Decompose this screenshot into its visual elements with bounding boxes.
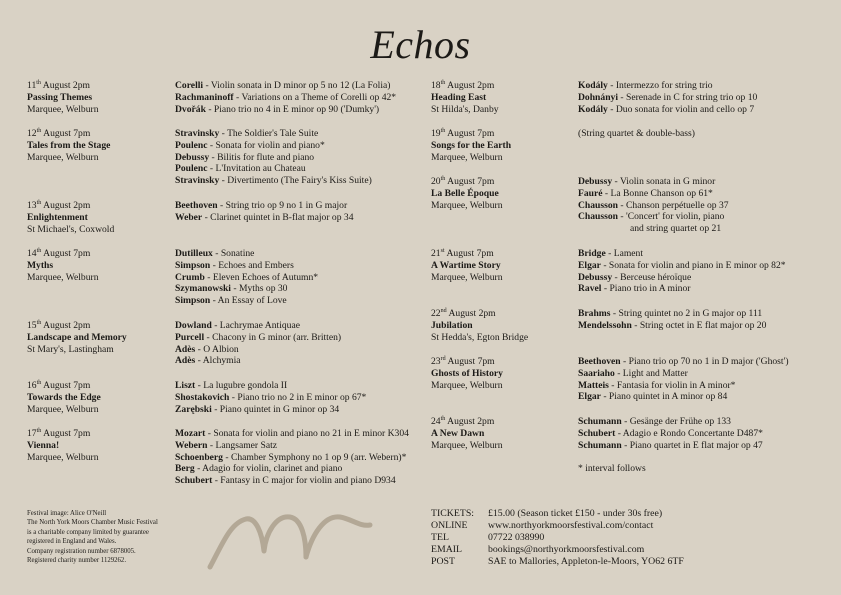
- contact-row-tel: [431, 532, 684, 544]
- event-venue: Marquee, Welburn: [27, 451, 99, 463]
- event-date: 16th August 7pm: [27, 380, 91, 391]
- works-list-1: [175, 128, 372, 187]
- work-item: Debussy - Berceuse héroïque: [578, 271, 692, 283]
- event-2: [27, 200, 114, 235]
- work-item: Debussy - Violin sonata in G minor: [578, 176, 716, 187]
- event-date: 13th August 2pm: [27, 200, 91, 211]
- event-10: [431, 248, 503, 283]
- works-list-12: [578, 356, 789, 403]
- work-item: Poulenc - Sonata for violin and piano*: [175, 139, 325, 151]
- work-item: Schoenberg - Chamber Symphony no 1 op 9 (arr. Webern)*: [175, 451, 407, 463]
- works-list-13: [578, 416, 763, 475]
- event-name: Heading East: [431, 91, 487, 103]
- work-item: Rachmaninoff - Variations on a Theme of Corelli op 42*: [175, 91, 397, 103]
- work-item: Simpson - An Essay of Love: [175, 295, 287, 307]
- event-name: A Wartime Story: [431, 259, 501, 271]
- event-venue: Marquee, Welburn: [431, 151, 503, 163]
- contact-value: £15.00 (Season ticket £150 - under 30s free): [488, 508, 663, 519]
- work-item: Adès - Alchymia: [175, 355, 241, 367]
- work-item: Debussy - Bilitis for flute and piano: [175, 151, 315, 163]
- works-list-7: [578, 80, 757, 115]
- work-item: Adès - O Albion: [175, 343, 239, 355]
- work-item: Brahms - String quintet no 2 in G major op 111: [578, 308, 763, 319]
- work-item: Matteis - Fantasia for violin in A minor*: [578, 379, 736, 391]
- event-5: [27, 380, 101, 415]
- event-date: 24th August 2pm: [431, 416, 495, 427]
- event-date: 23rd August 7pm: [431, 356, 495, 367]
- event-date: 11th August 2pm: [27, 80, 90, 91]
- work-item: Weber - Clarinet quintet in B-flat major op 34: [175, 211, 354, 223]
- work-item: Mozart - Sonata for violin and piano no 21 in E minor K304: [175, 428, 409, 439]
- work-item: Poulenc - L'Invitation au Chateau: [175, 163, 306, 175]
- work-item: (String quartet & double-bass): [578, 128, 695, 139]
- event-date: 17th August 7pm: [27, 428, 91, 439]
- work-item: Beethoven - String trio op 9 no 1 in G major: [175, 200, 348, 211]
- work-item: Simpson - Echoes and Embers: [175, 259, 294, 271]
- work-item: Beethoven - Piano trio op 70 no 1 in D major ('Ghost'): [578, 356, 789, 367]
- event-12: [431, 356, 503, 391]
- contact-row-email: [431, 544, 684, 556]
- event-venue: Marquee, Welburn: [431, 439, 503, 451]
- works-list-5: [175, 380, 366, 415]
- work-item: Dowland - Lachrymae Antiquae: [175, 320, 300, 331]
- event-4: [27, 320, 127, 355]
- event-venue: Marquee, Welburn: [27, 403, 99, 415]
- works-list-11: [578, 308, 766, 332]
- event-name: Songs for the Earth: [431, 139, 512, 151]
- event-venue: Marquee, Welburn: [27, 103, 99, 115]
- event-name: Landscape and Memory: [27, 331, 127, 343]
- event-venue: Marquee, Welburn: [431, 271, 503, 283]
- work-item: Schubert - Adagio e Rondo Concertante D487*: [578, 427, 763, 439]
- event-1: [27, 128, 110, 163]
- work-item: Purcell - Chacony in G minor (arr. Britten): [175, 331, 342, 343]
- event-venue: Marquee, Welburn: [27, 271, 99, 283]
- email-link[interactable]: bookings@northyorkmoorsfestival.com: [488, 544, 645, 555]
- event-venue: St Michael's, Coxwold: [27, 223, 115, 235]
- works-list-3: [175, 248, 318, 307]
- event-venue: Marquee, Welburn: [431, 199, 503, 211]
- phone-number: 07722 038990: [488, 532, 545, 543]
- event-11: [431, 308, 528, 343]
- event-0: [27, 80, 99, 115]
- contact-label: TICKETS:: [431, 508, 474, 519]
- contact-row-post: [431, 556, 684, 568]
- work-item: Schumann - Gesänge der Frühe op 133: [578, 416, 731, 427]
- event-date: 20th August 7pm: [431, 176, 495, 187]
- contact-label: TEL: [431, 532, 449, 543]
- page-title: Echos: [370, 22, 471, 67]
- event-date: 18th August 2pm: [431, 80, 495, 91]
- contact-row-online: [431, 520, 684, 532]
- event-venue: Marquee, Welburn: [431, 379, 503, 391]
- event-name: La Belle Époque: [431, 187, 499, 199]
- work-item: Crumb - Eleven Echoes of Autumn*: [175, 271, 319, 283]
- work-item: Kodály - Intermezzo for string trio: [578, 80, 713, 91]
- event-name: Myths: [27, 259, 54, 271]
- event-date: 19th August 7pm: [431, 128, 495, 139]
- work-item: Shostakovich - Piano trio no 2 in E minor op 67*: [175, 391, 367, 403]
- event-13: [431, 416, 503, 451]
- works-list-2: [175, 200, 354, 224]
- event-name: Passing Themes: [27, 91, 93, 103]
- event-name: Tales from the Stage: [27, 139, 111, 151]
- work-item: Schubert - Fantasy in C major for violin and piano D934: [175, 475, 396, 487]
- contact-info: [431, 508, 684, 568]
- postal-address: SAE to Mallories, Appleton-le-Moors, YO62 6TF: [488, 556, 684, 567]
- work-item: Saariaho - Light and Matter: [578, 367, 688, 379]
- work-item: Bridge - Lament: [578, 248, 644, 259]
- charity-info-line: Festival image: Alice O'Neill: [27, 510, 107, 517]
- charity-info-line: is a charitable company limited by guarantee: [27, 528, 149, 536]
- work-item: Fauré - La Bonne Chanson op 61*: [578, 187, 713, 199]
- work-item: Stravinsky - The Soldier's Tale Suite: [175, 128, 319, 139]
- work-item: Mendelssohn - String octet in E flat major op 20: [578, 319, 767, 331]
- event-6: [27, 428, 99, 463]
- work-item: Chausson - 'Concert' for violin, piano: [578, 211, 725, 223]
- work-item: Liszt - La lugubre gondola II: [175, 380, 288, 391]
- works-list-10: [578, 248, 786, 295]
- event-venue: St Mary's, Lastingham: [27, 343, 114, 355]
- charity-info-line: Company registration number 6878005.: [27, 547, 136, 555]
- works-list-8: [578, 128, 695, 140]
- festival-wave-logo-icon: [200, 505, 380, 575]
- charity-info-line: Registered charity number 1129262.: [27, 557, 127, 565]
- work-item: Webern - Langsamer Satz: [175, 439, 278, 451]
- work-item: Szymanowski - Myths op 30: [175, 283, 288, 295]
- contact-label: ONLINE: [431, 520, 468, 531]
- work-item: Elgar - Piano quintet in A minor op 84: [578, 391, 728, 403]
- works-list-4: [175, 320, 341, 367]
- event-name: Jubilation: [431, 319, 473, 331]
- contact-label: POST: [431, 556, 455, 567]
- event-venue: St Hedda's, Egton Bridge: [431, 331, 529, 343]
- charity-info: [27, 509, 227, 565]
- work-item: Elgar - Sonata for violin and piano in E minor op 82*: [578, 259, 786, 271]
- event-name: A New Dawn: [431, 427, 485, 439]
- event-7: [431, 80, 499, 115]
- event-name: Vienna!: [27, 439, 60, 451]
- works-list-9: [578, 176, 729, 235]
- interval-note: * interval follows: [578, 463, 646, 475]
- contact-row-tickets: [431, 508, 684, 520]
- event-venue: St Hilda's, Danby: [431, 103, 499, 115]
- event-date: 14th August 7pm: [27, 248, 91, 259]
- contact-label: EMAIL: [431, 544, 463, 555]
- work-item: Stravinsky - Divertimento (The Fairy's Kiss Suite): [175, 175, 372, 187]
- event-name: Ghosts of History: [431, 367, 503, 379]
- work-item: Ravel - Piano trio in A minor: [578, 283, 691, 295]
- work-item: Zarębski - Piano quintet in G minor op 34: [175, 403, 340, 415]
- work-item: Dohnányi - Serenade in C for string trio op 10: [578, 91, 758, 103]
- works-list-0: [175, 80, 396, 115]
- event-name: Enlightenment: [27, 211, 88, 223]
- event-date: 15th August 2pm: [27, 320, 91, 331]
- work-item: Corelli - Violin sonata in D minor op 5 no 12 (La Folia): [175, 80, 391, 91]
- work-item: Berg - Adagio for violin, clarinet and piano: [175, 463, 343, 475]
- work-item: Chausson - Chanson perpétuelle op 37: [578, 199, 729, 211]
- website-link[interactable]: www.northyorkmoorsfestival.com/contact: [488, 520, 654, 531]
- work-item: Kodály - Duo sonata for violin and cello op 7: [578, 103, 755, 115]
- works-list-6: [175, 428, 409, 487]
- work-item: Schumann - Piano quartet in E flat major op 47: [578, 439, 763, 451]
- event-date: 21st August 7pm: [431, 248, 494, 259]
- work-item: Dvořák - Piano trio no 4 in E minor op 90 ('Dumky'): [175, 103, 380, 115]
- work-item: Dutilleux - Sonatine: [175, 248, 255, 259]
- event-venue: Marquee, Welburn: [27, 151, 99, 163]
- work-item: [578, 451, 763, 463]
- event-8: [431, 128, 511, 163]
- charity-info-line: The North York Moors Chamber Music Festival: [27, 519, 158, 527]
- event-9: [431, 176, 503, 211]
- charity-info-line: registered in England and Wales.: [27, 538, 117, 546]
- work-item: and string quartet op 21: [630, 223, 722, 235]
- event-date: 22nd August 2pm: [431, 308, 496, 319]
- event-date: 12th August 7pm: [27, 128, 91, 139]
- event-name: Towards the Edge: [27, 391, 101, 403]
- event-3: [27, 248, 99, 283]
